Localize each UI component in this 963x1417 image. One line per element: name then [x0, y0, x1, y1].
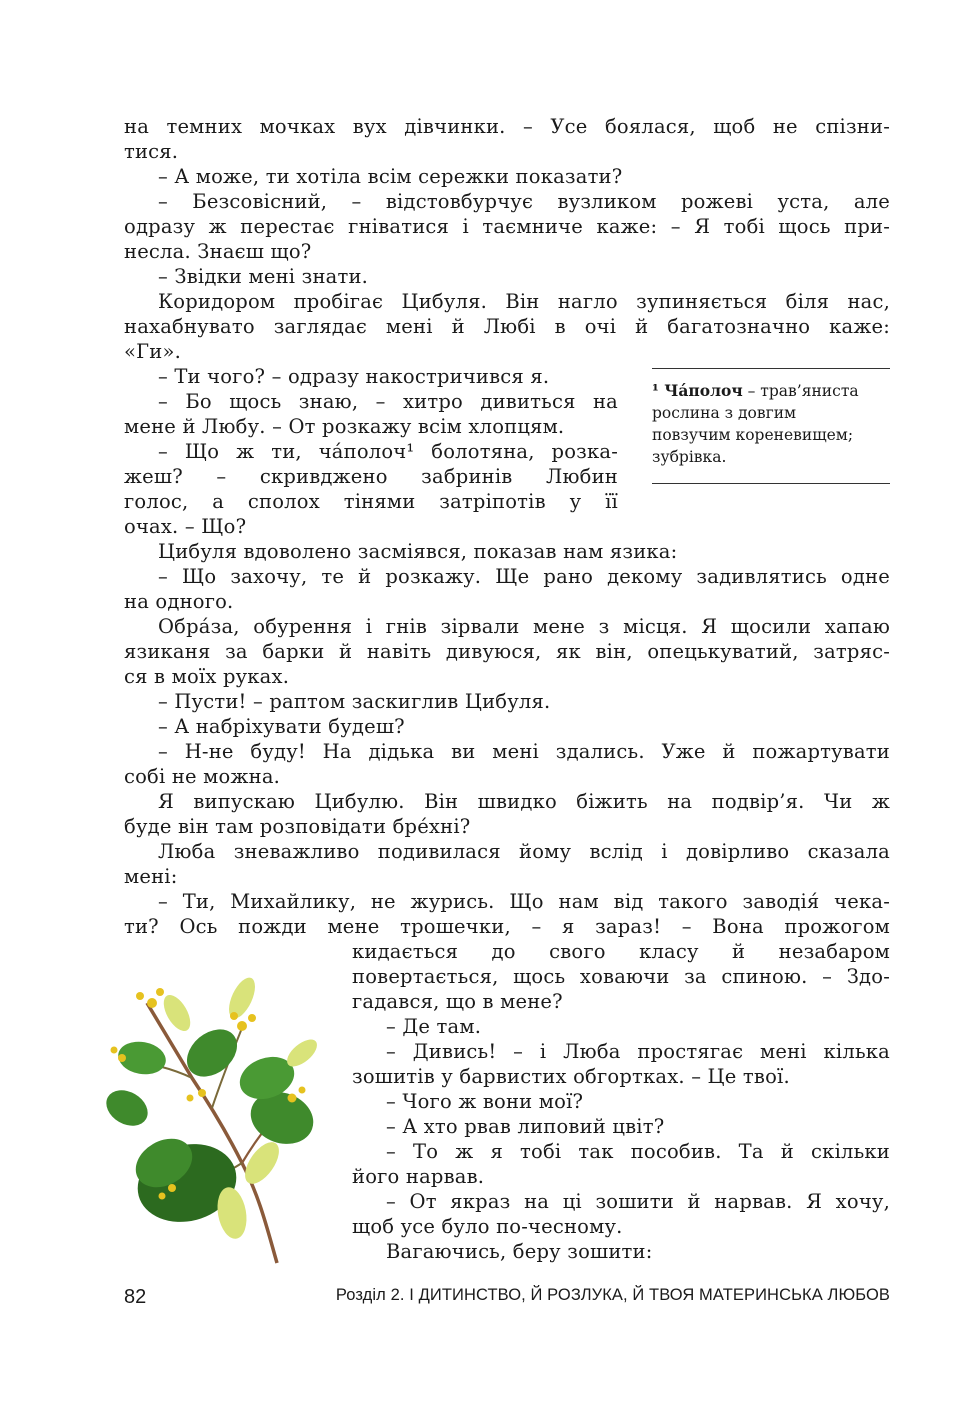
footnote	[652, 380, 892, 468]
footnote-line-4: зубрівка.	[652, 448, 727, 466]
body-text-line: – Чого ж вони мої?	[386, 1090, 584, 1113]
body-text-line: його нарвав.	[352, 1165, 485, 1188]
body-text-line: собі не можна.	[124, 765, 281, 788]
body-text-line: щоб усе було по-чесному.	[352, 1215, 623, 1238]
body-text-line: очах. – Що?	[124, 515, 247, 538]
body-text-line: голос, а сполох тінями затріпотів у її	[124, 490, 618, 513]
body-text-line: одразу ж перестає гніватися і таємниче каже: – Я тобі щось при-	[124, 215, 890, 238]
body-text-line: Вагаючись, беру зошити:	[386, 1240, 653, 1263]
footnote-definition: – трав’яниста	[742, 382, 859, 400]
running-title: Розділ 2. І ДИТИНСТВО, Й РОЗЛУКА, Й ТВОЯ МАТЕРИНСЬКА ЛЮБОВ	[335, 1286, 890, 1304]
body-text-line: – Безсовісний, – відстовбурчує вузликом рожеві уста, але	[158, 190, 890, 213]
body-text-line: «Ги».	[124, 340, 181, 363]
linden-branch-illustration	[92, 958, 332, 1268]
footnote-top-rule	[652, 368, 890, 369]
body-text-line: тися.	[124, 140, 179, 163]
body-text-line: зошитів у барвистих обгортках. – Це твої.	[352, 1065, 790, 1088]
body-text-line: ти? Ось пожди мене трошечки, – я зараз! – Вона прожогом	[124, 915, 890, 938]
body-text-line: на темних мочках вух дівчинки. – Усе боялася, щоб не спізни-	[124, 115, 890, 138]
body-text-line: повертається, щось ховаючи за спиною. – Здо-	[352, 965, 890, 988]
body-text-line: – А може, ти хотіла всім сережки показати?	[158, 165, 623, 188]
body-text-line: мені:	[124, 865, 178, 888]
body-text-line: нахабнувато заглядає мені й Любі в очі й багатозначно каже:	[124, 315, 890, 338]
body-text-line: – Звідки мені знати.	[158, 265, 369, 288]
body-text-line: мене й Любу. – От розкажу всім хлопцям.	[124, 415, 565, 438]
body-text-line: – То ж я тобі так пособив. Та й скільки	[386, 1140, 890, 1163]
body-text-line: – От якраз на ці зошити й нарвав. Я хочу,	[386, 1190, 890, 1213]
body-text-line: – Де там.	[386, 1015, 482, 1038]
footnote-line-3: повзучим кореневищем;	[652, 426, 854, 444]
body-text-line: кидається до свого класу й незабаром	[352, 940, 890, 963]
body-text-line: Я випускаю Цибулю. Він швидко біжить на подвір’я. Чи ж	[158, 790, 890, 813]
body-text-line: – Бо щось знаю, – хитро дивиться на	[158, 390, 618, 413]
body-text-line: Люба зневажливо подивилася йому вслід і довірливо сказала	[158, 840, 890, 863]
body-text-line: ся в моїх руках.	[124, 665, 290, 688]
footnote-marker: ¹	[652, 381, 659, 400]
footnote-term: Ча́полоч	[664, 381, 743, 400]
footnote-line-1	[652, 380, 892, 402]
body-text-line: Обра́за, обурення і гнів зірвали мене з місця. Я щосили хапаю	[158, 615, 890, 638]
body-text-line: Цибуля вдоволено засміявся, показав нам язика:	[158, 540, 678, 563]
body-text-line: жеш? – скривджено забринів Любин	[124, 465, 618, 488]
footnote-bottom-rule	[652, 483, 890, 484]
body-text-line: – Ти чого? – одразу накостричився я.	[158, 365, 550, 388]
footnote-line-2: рослина з довгим	[652, 404, 797, 422]
body-text-line: – Н-не буду! На дідька ви мені здались. Уже й пожартувати	[158, 740, 890, 763]
body-text-line: – Дивись! – і Люба простягає мені кілька	[386, 1040, 890, 1063]
body-text-line: несла. Знаєш що?	[124, 240, 312, 263]
body-text-line: язиканя за барки й навіть дивуюся, як він, опецькуватий, затряс-	[124, 640, 890, 663]
body-text-line: буде він там розповідати бре́хні?	[124, 815, 471, 838]
body-text-line: – Що захочу, те й розкажу. Ще рано декому задивлятись одне	[158, 565, 890, 588]
body-text-line: гадався, що в мене?	[352, 990, 563, 1013]
body-text-line: – Що ж ти, ча́полоч¹ болотяна, розка-	[158, 440, 618, 463]
body-text-line: – Ти, Михайлику, не журись. Що нам від такого заводія́ чека-	[158, 890, 890, 913]
body-text-line: на одного.	[124, 590, 234, 613]
body-text-line: – Пусти! – раптом заскиглив Цибуля.	[158, 690, 551, 713]
page-number: 82	[124, 1286, 147, 1308]
body-text-line: – А хто рвав липовий цвіт?	[386, 1115, 665, 1138]
body-text-line: Коридором пробігає Цибуля. Він нагло зупиняється біля нас,	[158, 290, 890, 313]
body-text-line: – А набріхувати будеш?	[158, 715, 405, 738]
